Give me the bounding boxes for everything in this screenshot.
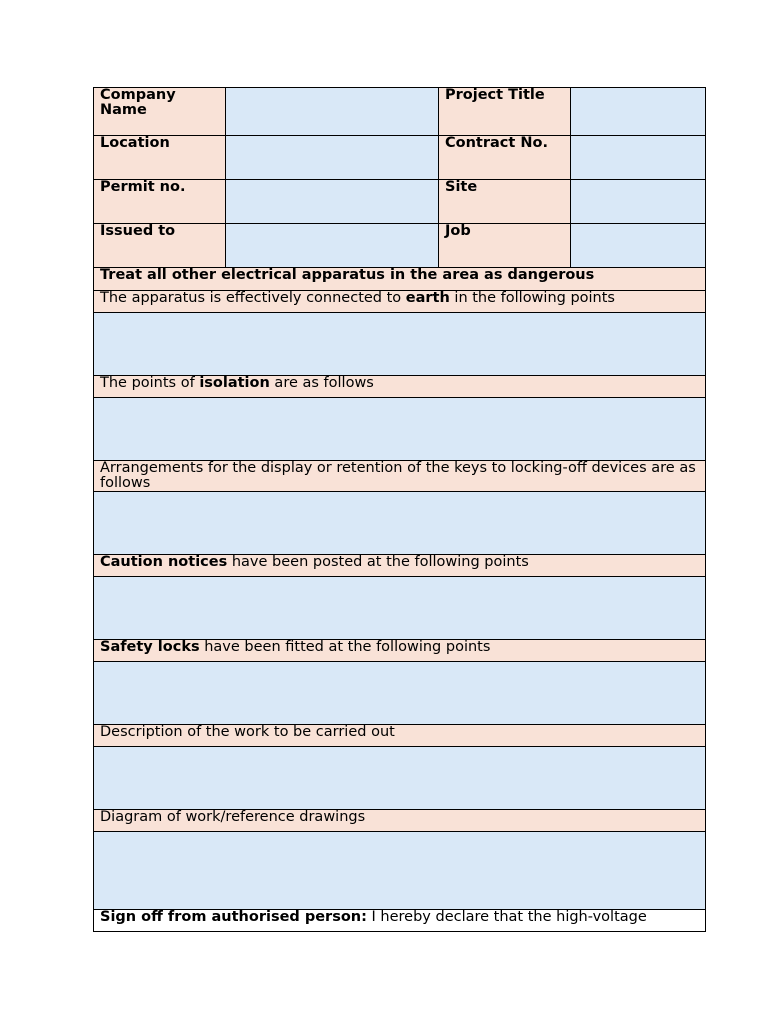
isolation-points-field[interactable] [94, 398, 706, 461]
work-description-heading: Description of the work to be carried out [94, 725, 706, 747]
earth-points-heading: The apparatus is effectively connected to earth in the following points [94, 291, 706, 313]
location-field[interactable] [226, 136, 439, 180]
diagram-heading: Diagram of work/reference drawings [94, 810, 706, 832]
sign-off-statement: Sign off from authorised person: I hereby declare that the high-voltage [94, 910, 706, 932]
work-description-field[interactable] [94, 747, 706, 810]
company-name-label: Company Name [94, 88, 226, 136]
isolation-points-heading: The points of isolation are as follows [94, 376, 706, 398]
site-label: Site [439, 180, 571, 224]
caution-notices-field[interactable] [94, 577, 706, 640]
location-label: Location [94, 136, 226, 180]
contract-no-label: Contract No. [439, 136, 571, 180]
issued-to-label: Issued to [94, 224, 226, 268]
permit-form [93, 87, 706, 932]
contract-no-field[interactable] [571, 136, 706, 180]
job-field[interactable] [571, 224, 706, 268]
diagram-field[interactable] [94, 832, 706, 910]
job-label: Job [439, 224, 571, 268]
caution-notices-heading: Caution notices have been posted at the following points [94, 555, 706, 577]
key-arrangements-field[interactable] [94, 492, 706, 555]
safety-locks-heading: Safety locks have been fitted at the following points [94, 640, 706, 662]
safety-locks-field[interactable] [94, 662, 706, 725]
danger-warning: Treat all other electrical apparatus in the area as dangerous [94, 268, 706, 291]
key-arrangements-heading: Arrangements for the display or retention of the keys to locking-off devices are as follows [94, 461, 706, 492]
earth-points-field[interactable] [94, 313, 706, 376]
issued-to-field[interactable] [226, 224, 439, 268]
project-title-field[interactable] [571, 88, 706, 136]
permit-no-label: Permit no. [94, 180, 226, 224]
permit-no-field[interactable] [226, 180, 439, 224]
project-title-label: Project Title [439, 88, 571, 136]
company-name-field[interactable] [226, 88, 439, 136]
site-field[interactable] [571, 180, 706, 224]
